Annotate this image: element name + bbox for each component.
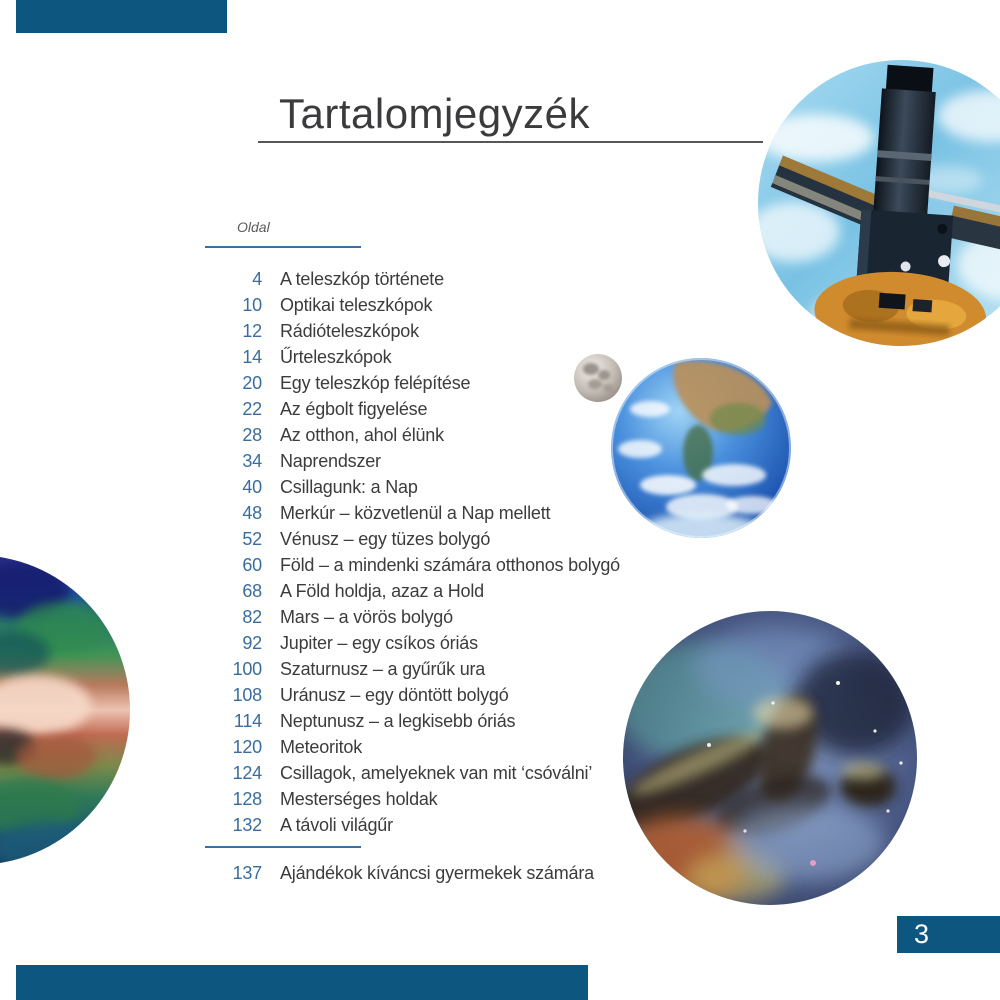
toc-list	[205, 266, 675, 886]
toc-row	[205, 370, 675, 396]
page-title: Tartalomjegyzék	[279, 90, 590, 137]
toc-item-label: Mars – a vörös bolygó	[280, 607, 453, 627]
toc-item-label: Szaturnusz – a gyűrűk ura	[280, 659, 486, 679]
toc-item-label: Optikai teleszkópok	[280, 295, 433, 315]
toc-row	[205, 526, 675, 552]
toc-page-number: 52	[242, 529, 262, 549]
toc-row	[205, 448, 675, 474]
toc-item-label: Csillagok, amelyeknek van mit ‘csóválni’	[280, 763, 593, 783]
toc-row	[205, 422, 675, 448]
toc-item-label: Vénusz – egy tüzes bolygó	[280, 529, 491, 549]
toc-item-label: Merkúr – közvetlenül a Nap mellett	[280, 503, 551, 523]
toc-item-label: A távoli világűr	[280, 815, 393, 835]
toc-page-number: 68	[242, 581, 262, 601]
toc-row	[205, 630, 675, 656]
toc-page-number: 40	[242, 477, 262, 497]
toc-page-number: 60	[242, 555, 262, 575]
toc-page-number: 4	[252, 269, 262, 289]
toc-item-label: Uránusz – egy döntött bolygó	[280, 685, 509, 705]
toc-row	[205, 578, 675, 604]
toc-row	[205, 760, 675, 786]
toc-page-number: 92	[242, 633, 262, 653]
toc-item-label: Egy teleszkóp felépítése	[280, 373, 471, 393]
toc-page-number: 10	[242, 295, 262, 315]
bottom-decor-bar	[16, 965, 588, 1000]
toc-item-label: Az égbolt figyelése	[280, 399, 428, 419]
toc-page-number: 48	[242, 503, 262, 523]
toc-page-number: 114	[233, 711, 262, 731]
title-underline	[258, 141, 763, 143]
toc-page-number: 22	[242, 399, 262, 419]
toc-item-label: Ajándékok kíváncsi gyermekek számára	[280, 863, 594, 883]
toc-page-number: 12	[242, 321, 262, 341]
toc-page-number: 20	[242, 373, 262, 393]
toc-row-appendix	[205, 860, 675, 886]
toc-row	[205, 552, 675, 578]
toc-page-number: 100	[232, 659, 262, 679]
toc-item-label: Mesterséges holdak	[280, 789, 438, 809]
toc-row	[205, 266, 675, 292]
toc-page-number: 124	[232, 763, 262, 783]
toc-page-number: 34	[242, 451, 262, 471]
toc-row	[205, 708, 675, 734]
toc-row	[205, 812, 675, 838]
toc-row	[205, 292, 675, 318]
toc-page-number: 108	[232, 685, 262, 705]
hubble-telescope-image	[758, 60, 1000, 346]
toc-row	[205, 318, 675, 344]
toc-item-label: Naprendszer	[280, 451, 381, 471]
toc-item-label: Csillagunk: a Nap	[280, 477, 418, 497]
toc-row	[205, 656, 675, 682]
toc-row	[205, 500, 675, 526]
toc-item-label: Neptunusz – a legkisebb óriás	[280, 711, 516, 731]
toc-separator-line	[205, 846, 361, 848]
page-column-header: Oldal	[237, 219, 270, 235]
toc-row	[205, 682, 675, 708]
toc-item-label: Meteoritok	[280, 737, 363, 757]
page-number-badge	[897, 916, 1000, 953]
toc-item-label: A Föld holdja, azaz a Hold	[280, 581, 484, 601]
toc-page-number: 28	[242, 425, 262, 445]
toc-row	[205, 604, 675, 630]
toc-item-label: Rádióteleszkópok	[280, 321, 419, 341]
toc-row	[205, 734, 675, 760]
toc-item-label: Az otthon, ahol élünk	[280, 425, 444, 445]
toc-page-number: 14	[242, 347, 262, 367]
toc-page-number: 82	[242, 607, 262, 627]
venus-image	[0, 555, 130, 865]
toc-page-number: 120	[232, 737, 262, 757]
toc-item-label: Űrteleszkópok	[280, 347, 392, 367]
nebula-image	[623, 611, 917, 905]
toc-item-label: Jupiter – egy csíkos óriás	[280, 633, 478, 653]
page-number: 3	[914, 919, 930, 949]
column-header-underline	[205, 246, 361, 248]
toc-page-number: 128	[232, 789, 262, 809]
top-decor-bar	[16, 0, 227, 33]
toc-row	[205, 474, 675, 500]
toc-page-number: 137	[232, 863, 262, 883]
toc-page-number: 132	[232, 815, 262, 835]
toc-row	[205, 344, 675, 370]
toc-row	[205, 786, 675, 812]
toc-item-label: A teleszkóp története	[280, 269, 444, 289]
toc-row	[205, 396, 675, 422]
toc-item-label: Föld – a mindenki számára otthonos bolygó	[280, 555, 620, 575]
